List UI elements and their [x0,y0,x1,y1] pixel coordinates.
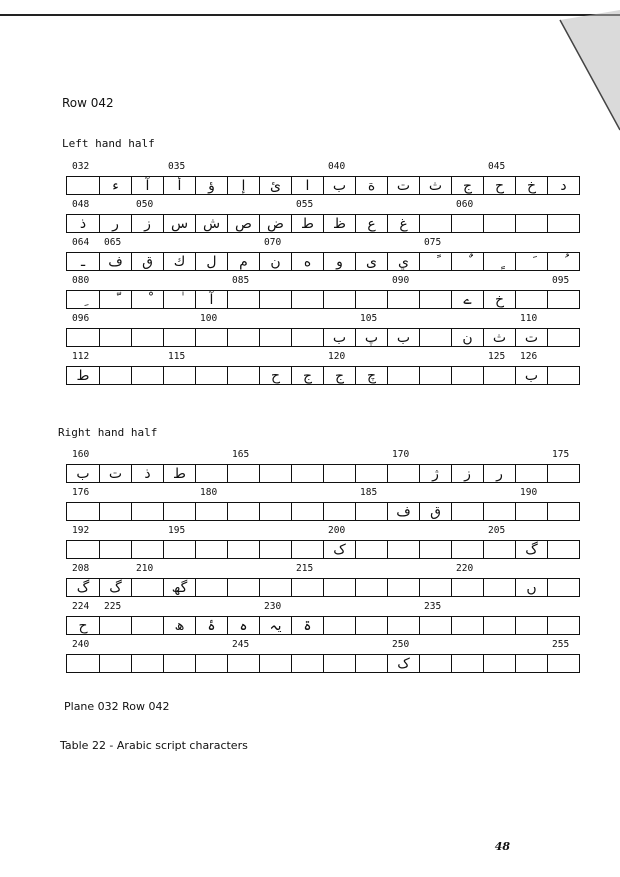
left-position-label: 035 [168,161,186,172]
code-cell [259,541,291,558]
code-cell [387,579,419,596]
code-cell [131,655,163,672]
code-cell: ن [451,329,483,346]
code-cell [227,579,259,596]
code-cell [227,465,259,482]
code-cell: ح [78,617,88,634]
code-cell [163,367,195,384]
code-cell [355,465,387,482]
code-cell: د [547,177,579,194]
code-cell: ب [387,329,419,346]
right-code-row [66,540,580,559]
code-cell [67,655,99,672]
code-cell: ج [323,367,355,384]
code-cell [67,329,99,346]
code-cell [291,291,323,308]
code-cell [355,579,387,596]
code-cell: ت [515,329,547,346]
code-cell [547,253,579,270]
code-cell: ز [451,465,483,482]
page-number: 48 [494,840,510,853]
code-cell [547,215,579,232]
right-code-row [66,654,580,673]
code-cell [99,291,131,308]
code-cell [355,655,387,672]
code-cell [483,215,515,232]
code-cell [99,617,131,634]
code-cell: ى [355,253,387,270]
code-cell [547,541,579,558]
code-cell: ف [387,503,419,520]
code-cell: ئ [259,177,291,194]
code-cell: ط [163,465,195,482]
right-position-label: 205 [488,525,506,536]
code-cell [99,655,131,672]
left-position-label: 120 [328,351,346,362]
right-position-label: 240 [72,639,90,650]
left-code-row [66,252,580,271]
code-cell: ض [259,215,291,232]
row-heading: Row 042 [62,96,114,110]
code-cell [419,253,451,270]
code-cell: ج [291,367,323,384]
code-cell [483,579,515,596]
code-cell: ب [323,177,355,194]
right-position-label: 195 [168,525,186,536]
code-cell: ء [99,177,131,194]
code-cell [419,329,451,346]
code-cell [227,655,259,672]
code-cell [131,503,163,520]
left-half-title: Left hand half [62,137,155,150]
code-cell [259,503,291,520]
left-position-label: 125 [488,351,506,362]
code-cell [131,367,163,384]
code-cell [451,617,483,634]
right-position-label: 224 [72,601,90,612]
code-cell [547,291,579,308]
code-cell [483,541,515,558]
code-cell: ے [451,291,483,308]
code-cell [99,541,131,558]
left-position-label: 100 [200,313,218,324]
left-position-label: 075 [424,237,442,248]
code-cell: ن [259,253,291,270]
code-cell: گ [76,579,90,596]
code-cell: ؤ [195,177,227,194]
left-code-row [66,290,580,309]
right-code-row [66,578,580,597]
code-cell [227,291,259,308]
left-position-label: 050 [136,199,154,210]
code-cell: چ [355,367,387,384]
right-position-label: 225 [104,601,122,612]
code-cell: پ [355,329,387,346]
code-cell [227,541,259,558]
code-cell: ح [483,177,515,194]
code-cell [547,465,579,482]
right-position-label: 220 [456,563,474,574]
code-cell [451,215,483,232]
code-cell: إ [227,177,259,194]
code-cell: گ [99,579,131,596]
left-position-label: 110 [520,313,538,324]
left-position-label: 095 [552,275,570,286]
code-cell [163,541,195,558]
code-cell: م [227,253,259,270]
code-cell [547,579,579,596]
code-cell [67,541,99,558]
code-cell: ز [131,215,163,232]
code-cell [195,367,227,384]
code-cell [195,655,227,672]
code-cell [131,329,163,346]
right-position-label: 180 [200,487,218,498]
code-cell: ش [195,215,227,232]
left-code-row [66,176,580,195]
code-cell [419,617,451,634]
right-position-label: 245 [232,639,250,650]
code-cell [355,617,387,634]
code-cell [67,177,99,194]
code-cell [227,503,259,520]
code-cell: ت [99,465,131,482]
code-cell [483,253,515,270]
code-cell [451,253,483,270]
left-position-label: 065 [104,237,122,248]
code-cell [547,655,579,672]
left-code-row [66,328,580,347]
code-cell [195,465,227,482]
footer-table-caption: Table 22 - Arabic script characters [60,739,248,752]
code-cell: ط [76,367,90,384]
code-cell: ر [483,465,515,482]
code-cell: ي [387,253,419,270]
code-cell [451,541,483,558]
code-cell [163,329,195,346]
right-position-label: 160 [72,449,90,460]
code-cell [355,541,387,558]
right-position-label: 235 [424,601,442,612]
code-cell: ج [451,177,483,194]
code-cell: ہ [227,617,259,634]
code-cell: ا [291,177,323,194]
code-cell [515,215,547,232]
code-cell [195,541,227,558]
left-code-row [66,366,580,385]
code-cell: ق [419,503,451,520]
code-cell: گ [515,541,547,558]
right-position-label: 255 [552,639,570,650]
right-position-label: 192 [72,525,90,536]
code-cell: خ [483,291,515,308]
code-cell [99,367,131,384]
code-cell: ذ [131,465,163,482]
code-cell [515,655,547,672]
code-cell [259,465,291,482]
code-cell: ط [291,215,323,232]
code-cell: ع [355,215,387,232]
code-cell [515,465,547,482]
code-cell: غ [387,215,419,232]
code-cell [131,617,163,634]
code-cell [451,503,483,520]
right-position-label: 176 [72,487,90,498]
code-cell: ب [323,329,355,346]
code-cell [259,655,291,672]
code-cell: أ [163,177,195,194]
code-cell: خ [515,177,547,194]
code-cell: ص [227,215,259,232]
right-position-label: 215 [296,563,314,574]
left-position-label: 060 [456,199,474,210]
code-cell: و [323,253,355,270]
code-cell [515,503,547,520]
code-cell [163,291,195,308]
code-cell: ذ [79,215,87,232]
code-cell [547,367,579,384]
code-cell [515,291,547,308]
left-position-label: 126 [520,351,538,362]
code-cell [67,291,99,308]
right-code-row [66,616,580,635]
code-cell: ۂ [195,617,227,634]
code-cell [419,579,451,596]
left-position-label: 055 [296,199,314,210]
code-cell [419,291,451,308]
code-cell [195,329,227,346]
code-cell: ه [291,253,323,270]
code-cell [451,579,483,596]
code-cell [291,329,323,346]
code-cell [195,503,227,520]
code-cell [387,541,419,558]
left-position-label: 045 [488,161,506,172]
right-position-label: 165 [232,449,250,460]
right-position-label: 175 [552,449,570,460]
code-cell [195,579,227,596]
code-cell [419,215,451,232]
code-cell: ة [355,177,387,194]
code-cell [387,291,419,308]
code-cell [483,367,515,384]
code-cell [291,465,323,482]
code-cell [259,291,291,308]
code-cell [323,465,355,482]
code-cell [131,541,163,558]
code-cell [387,367,419,384]
code-cell [451,367,483,384]
code-cell: ك [163,253,195,270]
code-cell: ت [387,177,419,194]
right-position-label: 210 [136,563,154,574]
left-position-label: 090 [392,275,410,286]
code-cell [131,291,163,308]
right-position-label: 230 [264,601,282,612]
code-cell [227,329,259,346]
code-cell [515,253,547,270]
code-cell [259,329,291,346]
right-position-label: 200 [328,525,346,536]
code-cell [323,503,355,520]
code-cell: ف [99,253,131,270]
code-cell [483,617,515,634]
code-cell: ب [76,465,90,482]
code-cell [355,503,387,520]
code-cell [387,465,419,482]
code-cell [419,367,451,384]
code-cell: ح [259,367,291,384]
code-cell [355,291,387,308]
code-cell [323,617,355,634]
left-position-label: 040 [328,161,346,172]
code-cell: ث [483,329,515,346]
code-cell: ک [323,541,355,558]
code-cell [163,655,195,672]
left-position-label: 096 [72,313,90,324]
code-cell [547,503,579,520]
code-cell: آ [131,177,163,194]
code-cell: گھ [163,579,195,596]
code-cell [99,503,131,520]
left-code-row [66,214,580,233]
right-position-label: 185 [360,487,378,498]
left-position-label: 048 [72,199,90,210]
code-cell: ب [515,367,547,384]
code-cell [419,655,451,672]
top-rule [0,14,620,16]
code-cell [99,329,131,346]
code-cell [131,579,163,596]
left-position-label: 032 [72,161,90,172]
code-cell [291,503,323,520]
code-cell [227,367,259,384]
code-cell [291,541,323,558]
code-cell [67,503,99,520]
code-cell: ں [515,579,547,596]
right-code-row [66,464,580,483]
right-code-row [66,502,580,521]
code-cell: یہ [259,617,291,634]
code-cell [323,291,355,308]
code-cell [547,329,579,346]
right-half-title: Right hand half [58,426,158,439]
left-position-label: 064 [72,237,90,248]
code-cell [483,503,515,520]
code-cell: آ [195,291,227,308]
code-cell: ۃ [291,617,323,634]
footer-plane-row: Plane 032 Row 042 [64,700,170,713]
code-cell [323,655,355,672]
code-cell [323,579,355,596]
code-cell [483,655,515,672]
code-cell [547,617,579,634]
code-cell [387,617,419,634]
code-cell: ک [387,655,419,672]
code-cell: ر [99,215,131,232]
code-cell: ظ [323,215,355,232]
corner-scan-shadow [530,0,620,140]
code-cell: س [163,215,195,232]
code-cell [259,579,291,596]
left-position-label: 115 [168,351,186,362]
code-cell [515,617,547,634]
code-cell: ـ [80,253,86,270]
code-cell: ق [131,253,163,270]
code-cell: ھ [163,617,195,634]
code-cell [451,655,483,672]
code-cell: ل [195,253,227,270]
left-position-label: 085 [232,275,250,286]
left-position-label: 105 [360,313,378,324]
right-position-label: 190 [520,487,538,498]
code-cell: ژ [419,465,451,482]
code-cell: ث [419,177,451,194]
left-position-label: 112 [72,351,90,362]
left-position-label: 080 [72,275,90,286]
right-position-label: 250 [392,639,410,650]
code-cell [163,503,195,520]
code-cell [291,579,323,596]
right-position-label: 170 [392,449,410,460]
left-position-label: 070 [264,237,282,248]
code-cell [291,655,323,672]
right-position-label: 208 [72,563,90,574]
code-cell [419,541,451,558]
